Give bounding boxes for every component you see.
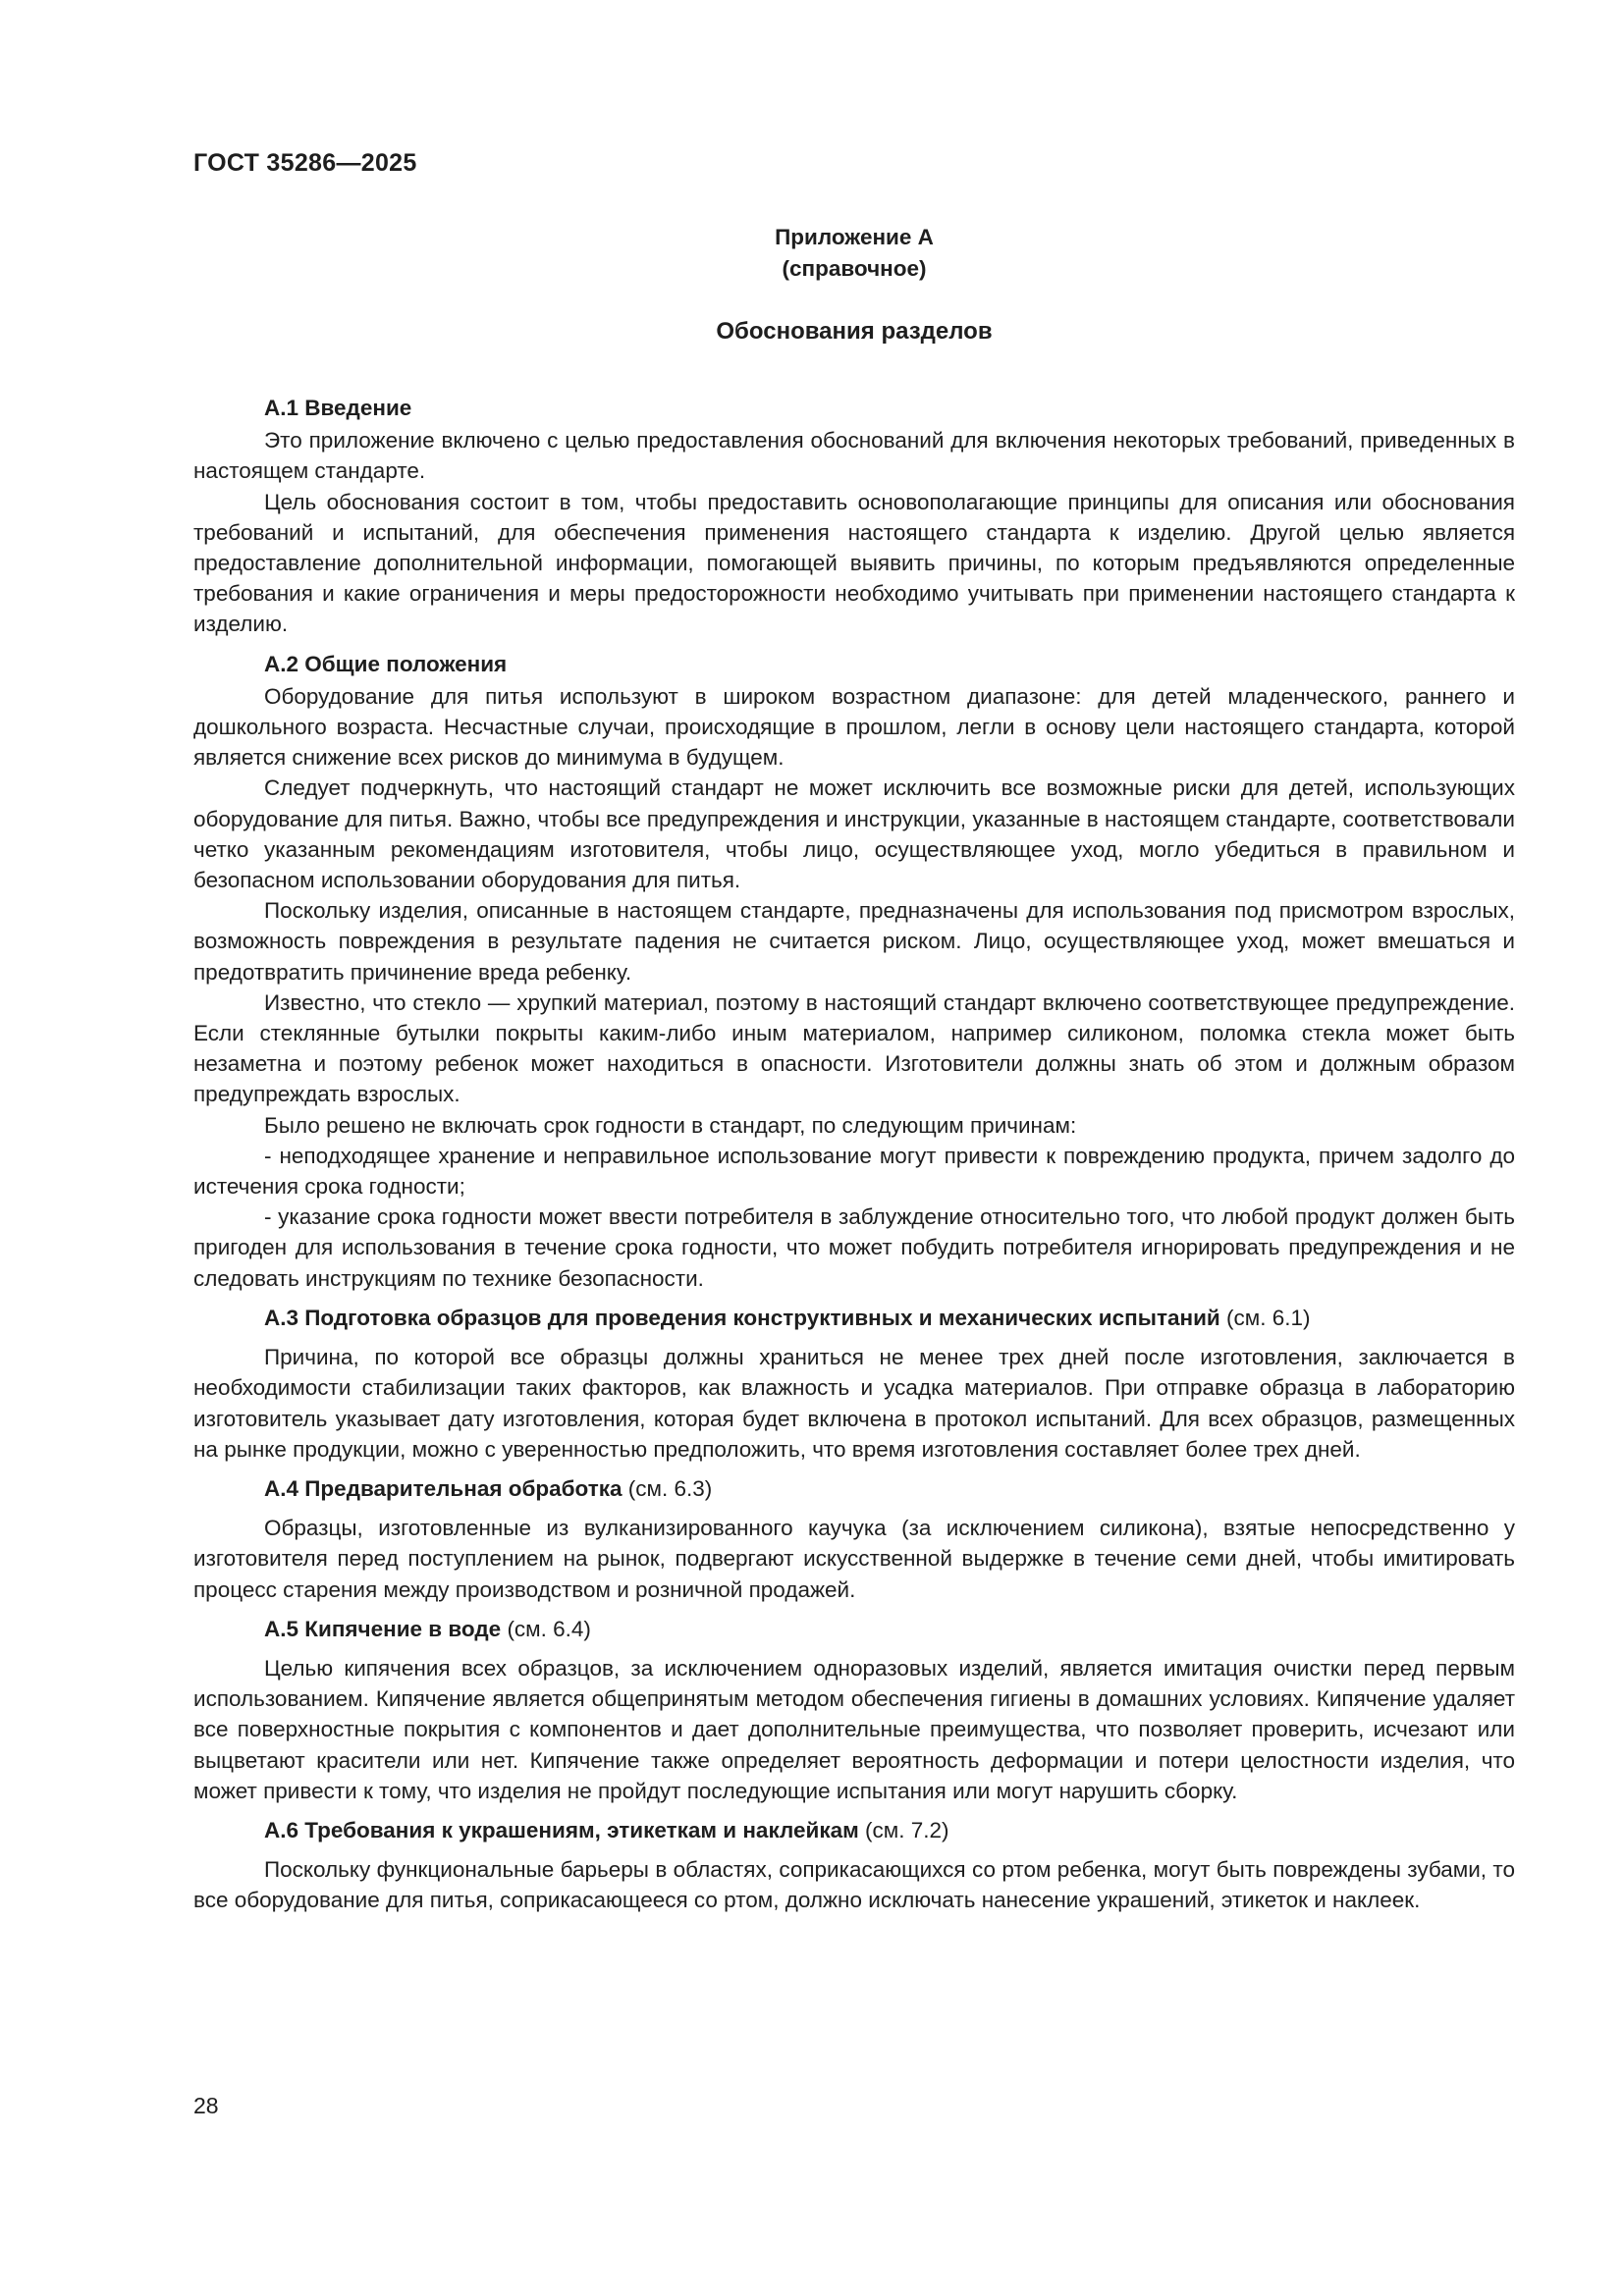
- list-item: - неподходящее хранение и неправильное использование могут привести к повреждению продукта, причем задолго до истечения срока годности;: [193, 1143, 1515, 1200]
- paragraph: Поскольку функциональные барьеры в областях, соприкасающихся со ртом ребенка, могут быть повреждены зубами, то все оборудование для питья, соприкасающееся со ртом, должно исключать нанесение украшений, этикеток и наклеек.: [193, 1857, 1515, 1913]
- paragraph: Оборудование для питья используют в широком возрастном диапазоне: для детей младенческого, раннего и дошкольного возраста. Несчастные случаи, происходящие в прошлом, легли в основу цели настоящего стандарта, которой является снижение всех рисков до минимума в будущем.: [193, 683, 1515, 771]
- document-body: [193, 393, 1515, 1925]
- section-title: А.4 Предварительная обработка: [264, 1475, 623, 1501]
- section-heading: [193, 1303, 1515, 1333]
- section-title: А.3 Подготовка образцов для проведения конструктивных и механических испытаний: [264, 1305, 1220, 1330]
- paragraph: Поскольку изделия, описанные в настоящем стандарте, предназначены для использования под присмотром взрослых, возможность повреждения в результате падения не считается риском. Лицо, осуществляющее уход, может вмешаться и предотвратить причинение вреда ребенку.: [193, 898, 1515, 985]
- section-title: А.5 Кипячение в воде: [264, 1616, 502, 1641]
- section-heading: [193, 1614, 1515, 1644]
- section-heading: [193, 393, 1515, 423]
- section-heading: [193, 1473, 1515, 1504]
- section-a1: [193, 393, 1515, 640]
- section-heading: [193, 649, 1515, 679]
- appendix-heading: [193, 222, 1515, 285]
- document-code: ГОСТ 35286—2025: [193, 149, 417, 177]
- paragraph: Было решено не включать срок годности в стандарт, по следующим причинам:: [264, 1112, 1077, 1138]
- paragraph: Следует подчеркнуть, что настоящий стандарт не может исключить все возможные риски для детей, использующих оборудование для питья. Важно, чтобы все предупреждения и инструкции, указанные в настоящем стандарте, соответствовали четко указанным рекомендациям изготовителя, чтобы лицо, осуществляющее уход, могло убедиться в правильном и безопасном использовании оборудования для питья.: [193, 775, 1515, 893]
- appendix-kind: (справочное): [782, 256, 927, 281]
- section-a6: [193, 1815, 1515, 1916]
- page-number: 28: [193, 2093, 219, 2118]
- list-item: - указание срока годности может ввести потребителя в заблуждение относительно того, что любой продукт должен быть пригоден для использования в течение срока годности, что может побудить потребителя игнорировать предупреждения и не следовать инструкциям по технике безопасности.: [193, 1204, 1515, 1291]
- section-title: А.1 Введение: [264, 396, 412, 420]
- paragraph: Это приложение включено с целью предоставления обоснований для включения некоторых требований, приведенных в настоящем стандарте.: [193, 428, 1515, 484]
- section-reference: (см. 6.1): [1226, 1305, 1311, 1330]
- section-a4: [193, 1473, 1515, 1605]
- paragraph: Целью кипячения всех образцов, за исключением одноразовых изделий, является имитация очистки перед первым использованием. Кипячение является общепринятым методом обеспечения гигиены в домашних условиях. Кипячение удаляет все поверхностные покрытия с компонентов и дает дополнительные преимущества, что позволяет проверить, исчезают или выцветают красители или нет. Кипячение также определяет вероятность деформации и потери целостности изделия, что может привести к тому, что изделия не пройдут последующие испытания или могут нарушить сборку.: [193, 1655, 1515, 1803]
- section-reference: (см. 6.3): [627, 1475, 713, 1501]
- paragraph: Известно, что стекло — хрупкий материал, поэтому в настоящий стандарт включено соответствующее предупреждение. Если стеклянные бутылки покрыты каким-либо иным материалом, например силиконом, поломка стекла может быть незаметна и поэтому ребенок может находиться в опасности. Изготовители должны знать об этом и должным образом предупреждать взрослых.: [193, 989, 1515, 1107]
- section-title: А.2 Общие положения: [264, 651, 508, 676]
- section-title: А.6 Требования к украшениям, этикеткам и наклейкам: [264, 1817, 859, 1842]
- section-reference: (см. 7.2): [865, 1817, 949, 1842]
- section-a3: [193, 1303, 1515, 1465]
- appendix-title: Обоснования разделов: [716, 318, 993, 345]
- section-heading: [193, 1815, 1515, 1845]
- paragraph: Образцы, изготовленные из вулканизированного каучука (за исключением силикона), взятые непосредственно у изготовителя перед поступлением на рынок, подвергают искусственной выдержке в течение семи дней, чтобы имитировать процесс старения между производством и розничной продажей.: [193, 1516, 1515, 1602]
- paragraph: Причина, по которой все образцы должны храниться не менее трех дней после изготовления, заключается в необходимости стабилизации таких факторов, как влажность и усадка материалов. При отправке образца в лабораторию изготовитель указывает дату изготовления, которая будет включена в протокол испытаний. Для всех образцов, размещенных на рынке продукции, можно с уверенностью предположить, что время изготовления составляет более трех дней.: [193, 1345, 1515, 1462]
- section-a5: [193, 1614, 1515, 1806]
- paragraph: Цель обоснования состоит в том, чтобы предоставить основополагающие принципы для описания или обоснования требований и испытаний, для обеспечения применения настоящего стандарта к изделию. Другой целью является предоставление дополнительной информации, помогающей выявить причины, по которым предъявляются определенные требования и какие ограничения и меры предосторожности необходимо учитывать при применении настоящего стандарта к изделию.: [193, 489, 1515, 637]
- section-reference: (см. 6.4): [507, 1616, 591, 1641]
- appendix-label: Приложение А: [775, 225, 934, 249]
- section-a2: [193, 649, 1515, 1294]
